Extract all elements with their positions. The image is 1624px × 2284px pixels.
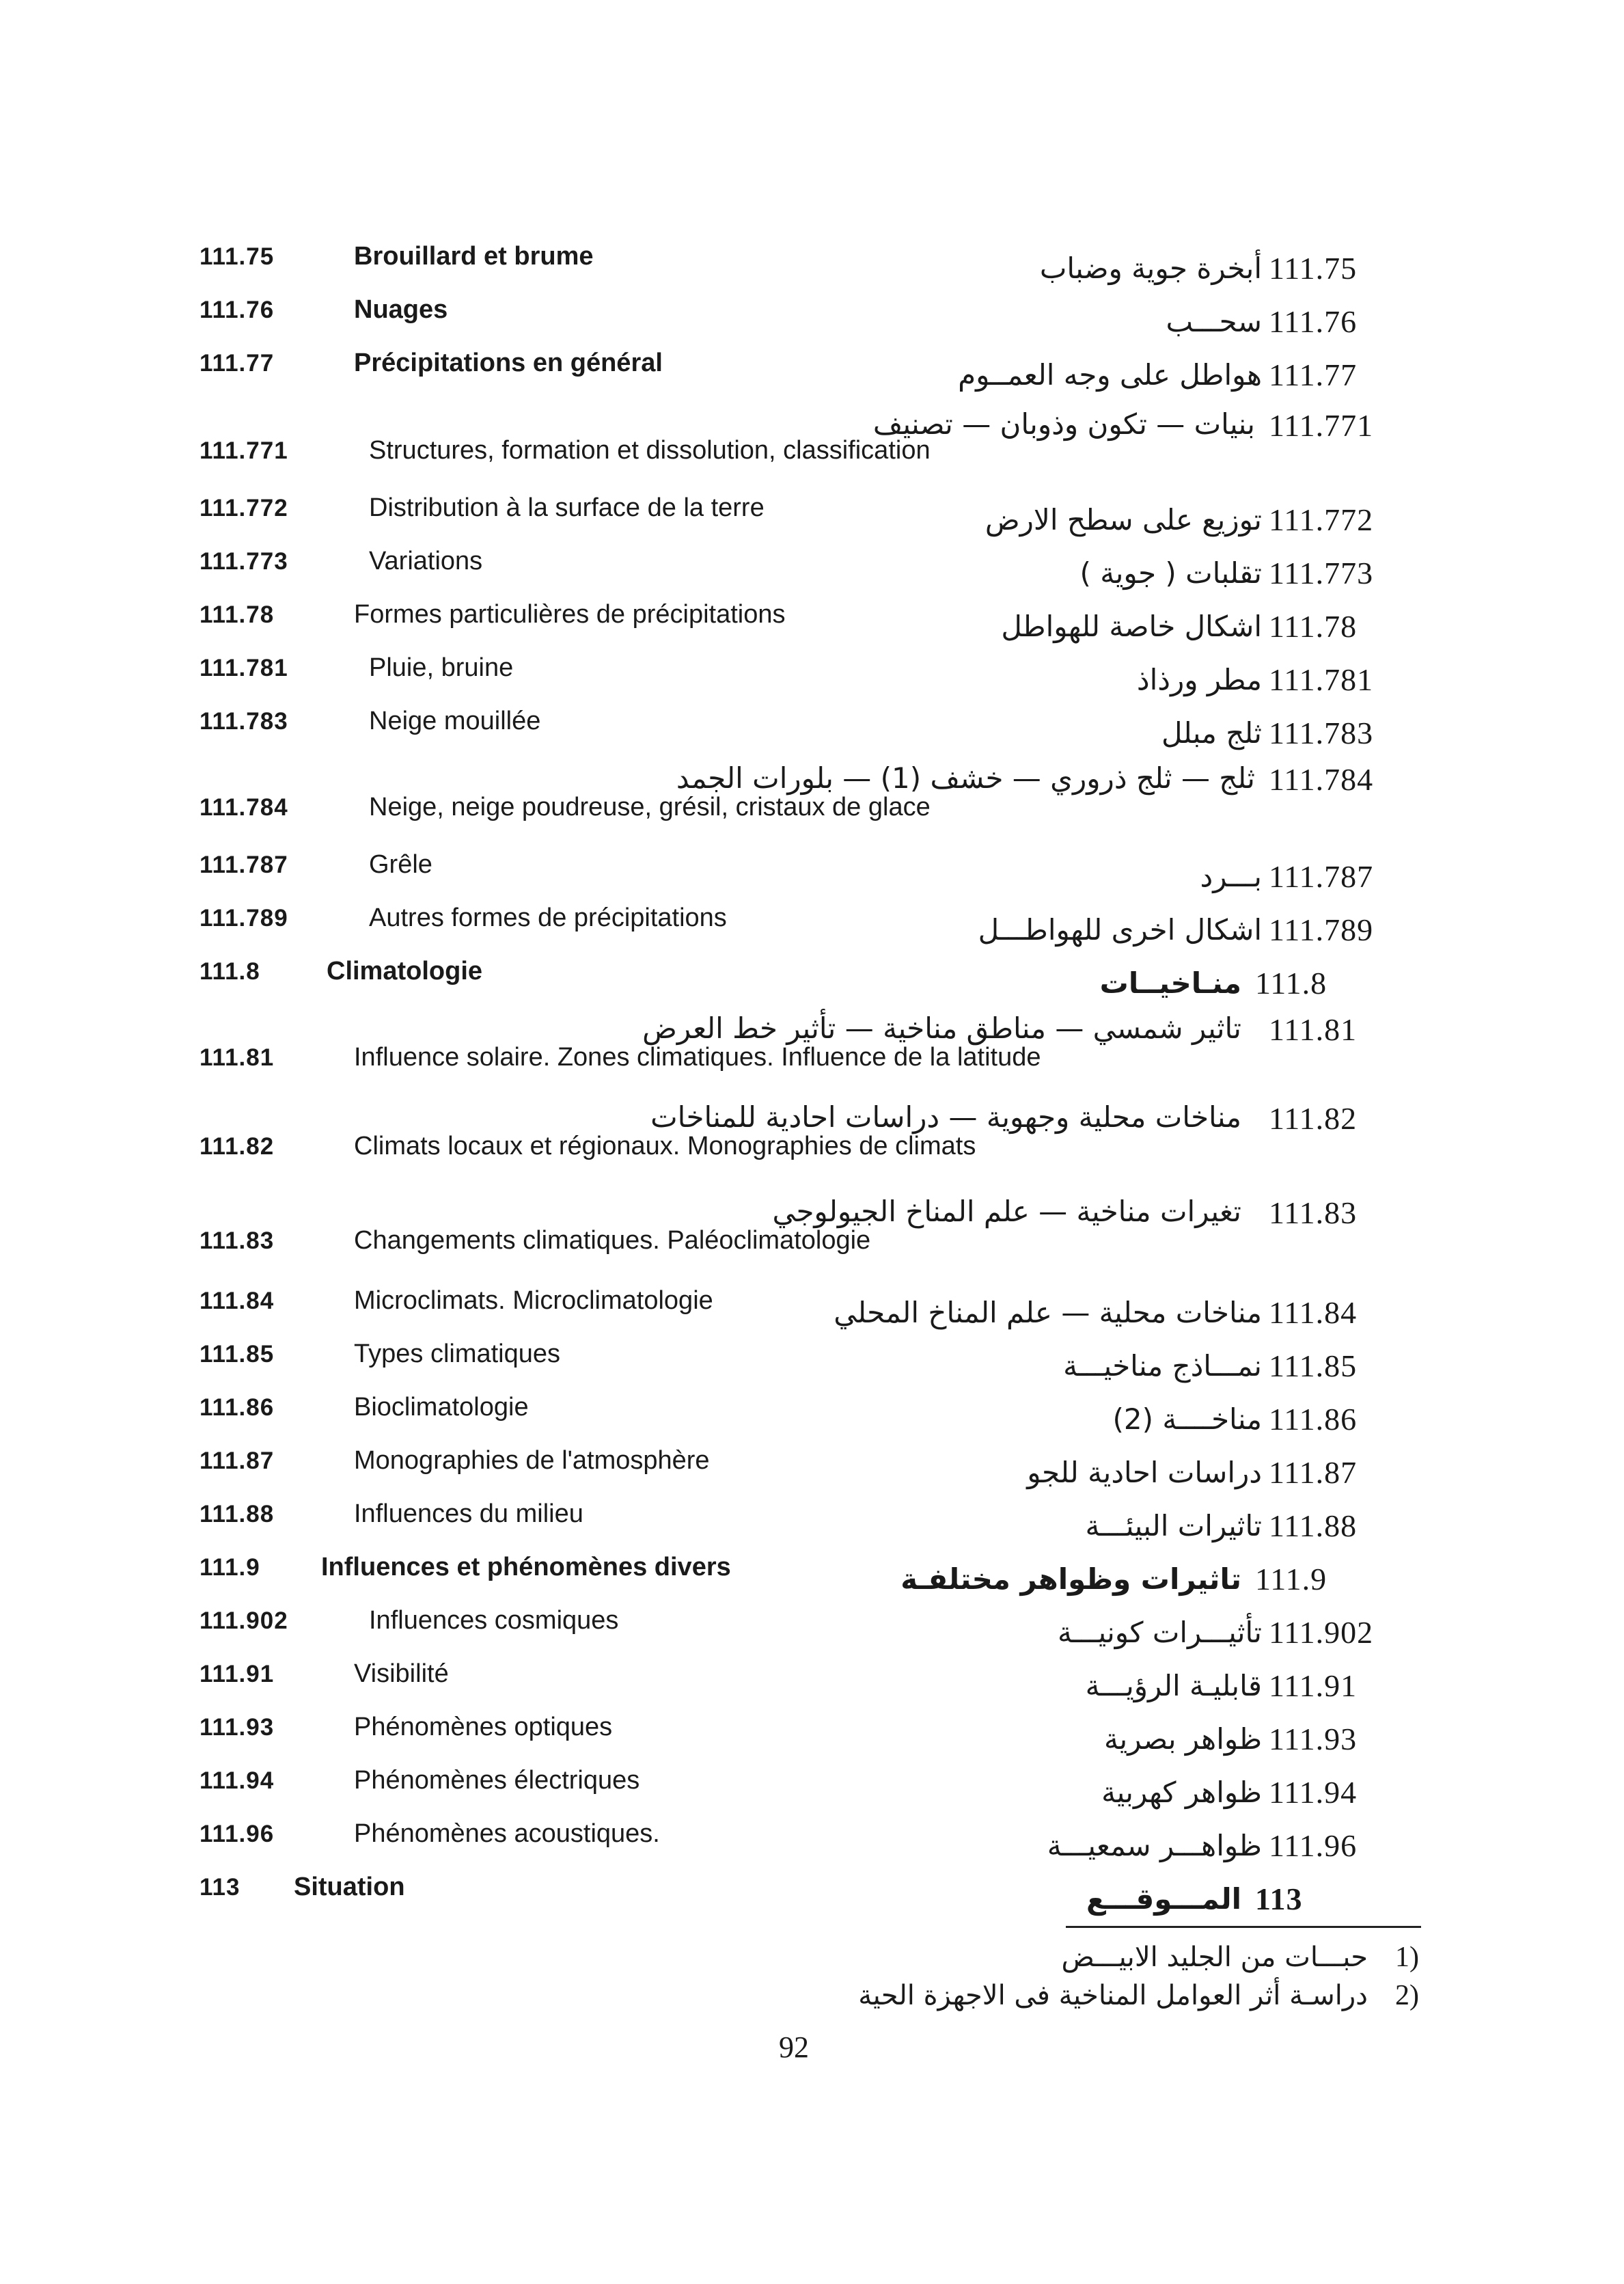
arabic-entry-number: 111.784 xyxy=(1269,762,1374,797)
arabic-entry-number: 111.94 xyxy=(1269,1775,1358,1810)
entry-number: 111.787 xyxy=(199,852,288,878)
arabic-entry-number: 111.88 xyxy=(1269,1508,1358,1543)
arabic-entry-number: 113 xyxy=(1255,1881,1303,1916)
arabic-entry-number: 111.82 xyxy=(1269,1101,1358,1136)
arabic-entry-number: 111.8 xyxy=(1255,966,1327,1001)
arabic-entry-number: 111.772 xyxy=(1269,502,1374,537)
entry-row xyxy=(0,239,1624,294)
arabic-entry-number: 111.86 xyxy=(1269,1402,1358,1437)
arabic-entry-number: 111.787 xyxy=(1269,859,1374,894)
arabic-entry-number: 111.76 xyxy=(1269,304,1358,339)
entry-number: 111.783 xyxy=(199,708,288,735)
arabic-term: دراسات احادية للجو xyxy=(1027,1456,1262,1489)
french-term: Distribution à la surface de la terre xyxy=(369,493,765,522)
french-term: Climats locaux et régionaux. Monographies de climats xyxy=(354,1132,976,1160)
arabic-entry-number: 111.87 xyxy=(1269,1455,1358,1490)
arabic-term: ثلج مبلل xyxy=(1161,716,1262,750)
arabic-term: مطر ورذاذ xyxy=(1136,663,1262,696)
arabic-term: ثلج — ثلج ذروري — خشف (1) — بلورات الجمد xyxy=(676,761,1255,795)
french-term: Structures, formation et dissolution, classification xyxy=(369,436,931,465)
entry-number: 111.9 xyxy=(199,1554,260,1581)
arabic-term: بـــرد xyxy=(1200,860,1262,893)
entry-row xyxy=(0,901,1624,955)
arabic-term: اشكال خاصة للهواطل xyxy=(1001,610,1262,643)
french-term: Nuages xyxy=(354,295,448,324)
arabic-term: تاثير شمسي — مناطق مناخية — تأثير خط العرض xyxy=(642,1011,1241,1045)
french-term: Monographies de l'atmosphère xyxy=(354,1446,710,1475)
footnote-text: دراسـة أثر العوامل المناخية فى الاجهزة الحية xyxy=(858,1980,1368,2011)
french-term: Influences et phénomènes divers xyxy=(321,1553,731,1581)
arabic-entry-number: 111.77 xyxy=(1269,357,1358,392)
french-term: Types climatiques xyxy=(354,1340,561,1368)
entry-number: 111.84 xyxy=(199,1288,275,1314)
entry-row xyxy=(0,761,1624,843)
french-term: Formes particulières de précipitations xyxy=(354,600,786,629)
arabic-entry-number: 111.91 xyxy=(1269,1668,1358,1703)
footnote-1 xyxy=(1061,1941,1419,1974)
entry-row xyxy=(0,1710,1624,1765)
arabic-entry-number: 111.85 xyxy=(1269,1348,1358,1383)
entry-row xyxy=(0,293,1624,347)
footnote-2 xyxy=(858,1979,1419,2012)
entry-row xyxy=(0,847,1624,902)
entry-number: 111.96 xyxy=(199,1821,275,1847)
entry-row xyxy=(0,1443,1624,1498)
arabic-entry-number: 111.789 xyxy=(1269,912,1374,947)
arabic-term: قابليـة الرؤيـــة xyxy=(1085,1669,1262,1702)
entry-number: 111.8 xyxy=(199,958,260,985)
entry-number: 111.78 xyxy=(199,601,275,628)
french-term: Visibilité xyxy=(354,1659,449,1688)
french-term: Brouillard et brume xyxy=(354,242,594,271)
entry-row xyxy=(0,1603,1624,1658)
entry-row xyxy=(0,407,1624,489)
entry-row xyxy=(0,1390,1624,1445)
entry-number: 111.75 xyxy=(199,243,275,270)
entry-number: 111.781 xyxy=(199,655,288,681)
entry-number: 113 xyxy=(199,1874,240,1901)
french-term: Influences du milieu xyxy=(354,1499,583,1528)
footnote-marker: (2 xyxy=(1395,1980,1419,2011)
entry-row xyxy=(0,1497,1624,1551)
arabic-term: مناخات محلية — علم المناخ المحلي xyxy=(834,1296,1262,1329)
entry-number: 111.772 xyxy=(199,495,288,521)
entry-row xyxy=(0,1763,1624,1818)
french-term: Grêle xyxy=(369,850,432,879)
french-term: Neige, neige poudreuse, grésil, cristaux de glace xyxy=(369,793,931,821)
arabic-term: سحـــب xyxy=(1166,305,1262,338)
arabic-term: بنيات — تكون وذوبان — تصنيف xyxy=(872,407,1255,441)
entry-row xyxy=(0,544,1624,599)
arabic-term: تاثيرات البيئـــة xyxy=(1085,1509,1262,1542)
arabic-entry-number: 111.81 xyxy=(1269,1012,1358,1047)
entry-row xyxy=(0,1337,1624,1391)
entry-number: 111.81 xyxy=(199,1044,275,1071)
entry-row xyxy=(0,1283,1624,1338)
arabic-entry-number: 111.78 xyxy=(1269,609,1358,644)
entry-row xyxy=(0,346,1624,400)
arabic-entry-number: 111.84 xyxy=(1269,1295,1358,1330)
entry-number: 111.83 xyxy=(199,1227,275,1254)
entry-row xyxy=(0,704,1624,759)
french-term: Bioclimatologie xyxy=(354,1393,529,1422)
arabic-entry-number: 111.9 xyxy=(1255,1562,1327,1596)
arabic-term: ظواهـــر سمعيـــة xyxy=(1047,1829,1262,1862)
french-term: Précipitations en général xyxy=(354,349,663,377)
french-term: Climatologie xyxy=(327,957,483,985)
entry-number: 111.91 xyxy=(199,1661,275,1687)
french-term: Phénomènes optiques xyxy=(354,1713,613,1741)
entry-number: 111.93 xyxy=(199,1714,275,1741)
french-term: Variations xyxy=(369,547,483,575)
arabic-term: تأثيـــرات كونيـــة xyxy=(1058,1616,1262,1649)
arabic-entry-number: 111.781 xyxy=(1269,662,1374,697)
arabic-term: تغيرات مناخية — علم المناخ الجيولوجي xyxy=(772,1195,1241,1228)
arabic-entry-number: 111.783 xyxy=(1269,716,1374,750)
entry-number: 111.789 xyxy=(199,905,288,932)
arabic-term: اشكال اخرى للهواطـــل xyxy=(978,913,1262,947)
entry-number: 111.86 xyxy=(199,1394,275,1421)
entry-number: 111.87 xyxy=(199,1447,275,1474)
entry-row xyxy=(0,1657,1624,1711)
arabic-entry-number: 111.771 xyxy=(1269,408,1374,443)
entry-row xyxy=(0,491,1624,545)
entry-row xyxy=(0,1817,1624,1871)
arabic-entry-number: 111.75 xyxy=(1269,251,1358,286)
arabic-term: نمـــاذج مناخيـــة xyxy=(1063,1349,1262,1383)
arabic-term: توزيع على سطح الارض xyxy=(985,503,1262,536)
entry-row xyxy=(0,1100,1624,1182)
entry-number: 111.88 xyxy=(199,1501,275,1527)
entry-row-heading xyxy=(0,1870,1624,1925)
arabic-term: المـــوقـــع xyxy=(1086,1882,1241,1916)
entry-row xyxy=(0,597,1624,652)
french-term: Influence solaire. Zones climatiques. Influence de la latitude xyxy=(354,1043,1041,1072)
arabic-term: مناخات محلية وجهوية — دراسات احادية للمناخات xyxy=(650,1100,1241,1134)
french-term: Situation xyxy=(294,1873,405,1901)
entry-number: 111.94 xyxy=(199,1767,275,1794)
footnote-text: حبـــات من الجليد الابيـــض xyxy=(1061,1942,1368,1973)
arabic-term: أبخرة جوية وضباب xyxy=(1039,251,1262,285)
entry-row xyxy=(0,1011,1624,1093)
arabic-entry-number: 111.93 xyxy=(1269,1722,1358,1756)
entry-row-heading xyxy=(0,954,1624,1009)
arabic-term: تقلبات ( جوية ) xyxy=(1079,556,1262,590)
arabic-entry-number: 111.902 xyxy=(1269,1615,1374,1650)
page-number: 92 xyxy=(779,2030,809,2064)
french-term: Pluie, bruine xyxy=(369,653,514,682)
arabic-term: ظواهر بصرية xyxy=(1104,1722,1262,1756)
french-term: Phénomènes acoustiques. xyxy=(354,1819,660,1848)
arabic-term: مناخــــة (2) xyxy=(1112,1402,1262,1436)
entry-number: 111.77 xyxy=(199,350,275,377)
french-term: Microclimats. Microclimatologie xyxy=(354,1286,713,1315)
entry-number: 111.773 xyxy=(199,548,288,575)
entry-number: 111.902 xyxy=(199,1607,288,1634)
arabic-entry-number: 111.83 xyxy=(1269,1195,1358,1230)
french-term: Autres formes de précipitations xyxy=(369,903,727,932)
arabic-term: هواطل على وجه العمــوم xyxy=(958,358,1262,392)
entry-number: 111.76 xyxy=(199,297,275,323)
footnote-rule xyxy=(1066,1926,1421,1928)
arabic-term: تاثيرات وظواهر مختلفـة xyxy=(900,1562,1241,1596)
footnote-marker: (1 xyxy=(1395,1942,1419,1973)
entry-row xyxy=(0,651,1624,705)
arabic-term: ظواهر كهربية xyxy=(1101,1776,1262,1809)
entry-number: 111.784 xyxy=(199,794,288,821)
entry-number: 111.85 xyxy=(199,1341,275,1368)
entry-number: 111.82 xyxy=(199,1133,275,1160)
entry-row xyxy=(0,1195,1624,1277)
arabic-entry-number: 111.96 xyxy=(1269,1828,1358,1863)
french-term: Phénomènes électriques xyxy=(354,1766,640,1795)
french-term: Neige mouillée xyxy=(369,707,541,735)
arabic-term: منـاخيــات xyxy=(1099,966,1241,1000)
arabic-entry-number: 111.773 xyxy=(1269,556,1374,590)
entry-number: 111.771 xyxy=(199,437,288,464)
entry-row-heading xyxy=(0,1550,1624,1605)
french-term: Influences cosmiques xyxy=(369,1606,619,1635)
french-term: Changements climatiques. Paléoclimatologie xyxy=(354,1226,871,1255)
